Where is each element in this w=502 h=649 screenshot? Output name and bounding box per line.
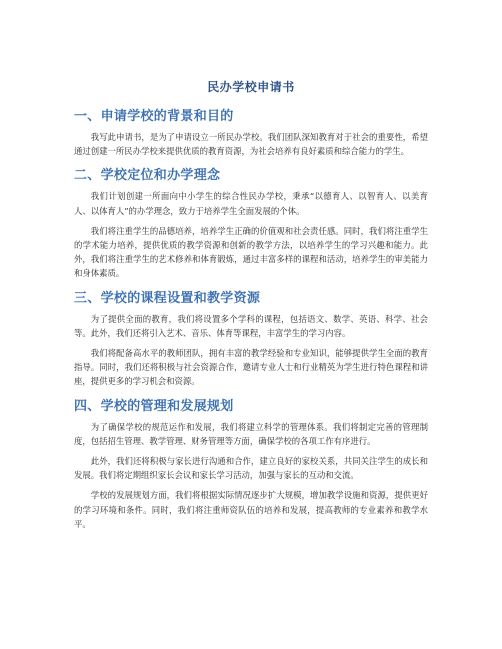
document-title: 民办学校申请书	[207, 80, 295, 94]
paragraph: 此外，我们还将积极与家长进行沟通和合作，建立良好的家校关系，共同关注学生的成长和发展。我们将定期组织家长会议和家长学习活动，加强与家长的互动和交流。	[74, 456, 428, 481]
section-heading: 一、申请学校的背景和目的	[74, 109, 234, 124]
section-positioning	[74, 164, 428, 280]
paragraph: 为了提供全面的教育，我们将设置多个学科的课程，包括语文、数学、英语、科学、社会等。此外，我们还将引入艺术、音乐、体育等课程，丰富学生的学习内容。	[74, 313, 428, 338]
paragraph: 为了确保学校的规范运作和发展，我们将建立科学的管理体系。我们将制定完善的管理制度，包括招生管理、教学管理、财务管理等方面，确保学校的各项工作有序进行。	[74, 421, 428, 446]
section-management	[74, 395, 428, 531]
section-curriculum	[74, 287, 428, 389]
section-heading: 二、学校定位和办学理念	[74, 168, 221, 184]
paragraph: 我们将配备高水平的教师团队，拥有丰富的教学经验和专业知识，能够提供学生全面的教育指导。同时，我们还将积极与社会资源合作，邀请专业人士和行业精英为学生进行特色课程和讲座，提供更多的学习机会和资源。	[74, 348, 428, 387]
section-heading: 四、学校的管理和发展规划	[74, 398, 234, 414]
section-heading: 三、学校的课程设置和教学资源	[74, 290, 261, 306]
paragraph: 我写此申请书，是为了申请设立一所民办学校。我们团队深知教育对于社会的重要性，希望通过创建一所民办学校来提供优质的教育资源，为社会培养有良好素质和综合能力的学生。	[74, 132, 428, 157]
paragraph: 我们计划创建一所面向中小学生的综合性民办学校，秉承“以德育人、以智育人、以美育人、以体育人”的办学理念，致力于培养学生全面发展的个体。	[74, 191, 428, 216]
paragraph: 学校的发展规划方面，我们将根据实际情况逐步扩大规模，增加教学设施和资源，提供更好的学习环境和条件。同时，我们将注重师资队伍的培养和发展，提高教师的专业素养和教学水平。	[74, 490, 428, 529]
paragraph: 我们将注重学生的品德培养，培养学生正确的价值观和社会责任感。同时，我们将注重学生的学术能力培养，提供优质的教学资源和创新的教学方法，以培养学生的学习兴趣和能力。此外，我们将注重学生的艺术修养和体育锻炼，通过丰富多样的课程和活动，培养学生的审美能力和身体素质。	[74, 225, 428, 279]
section-background	[74, 105, 428, 158]
